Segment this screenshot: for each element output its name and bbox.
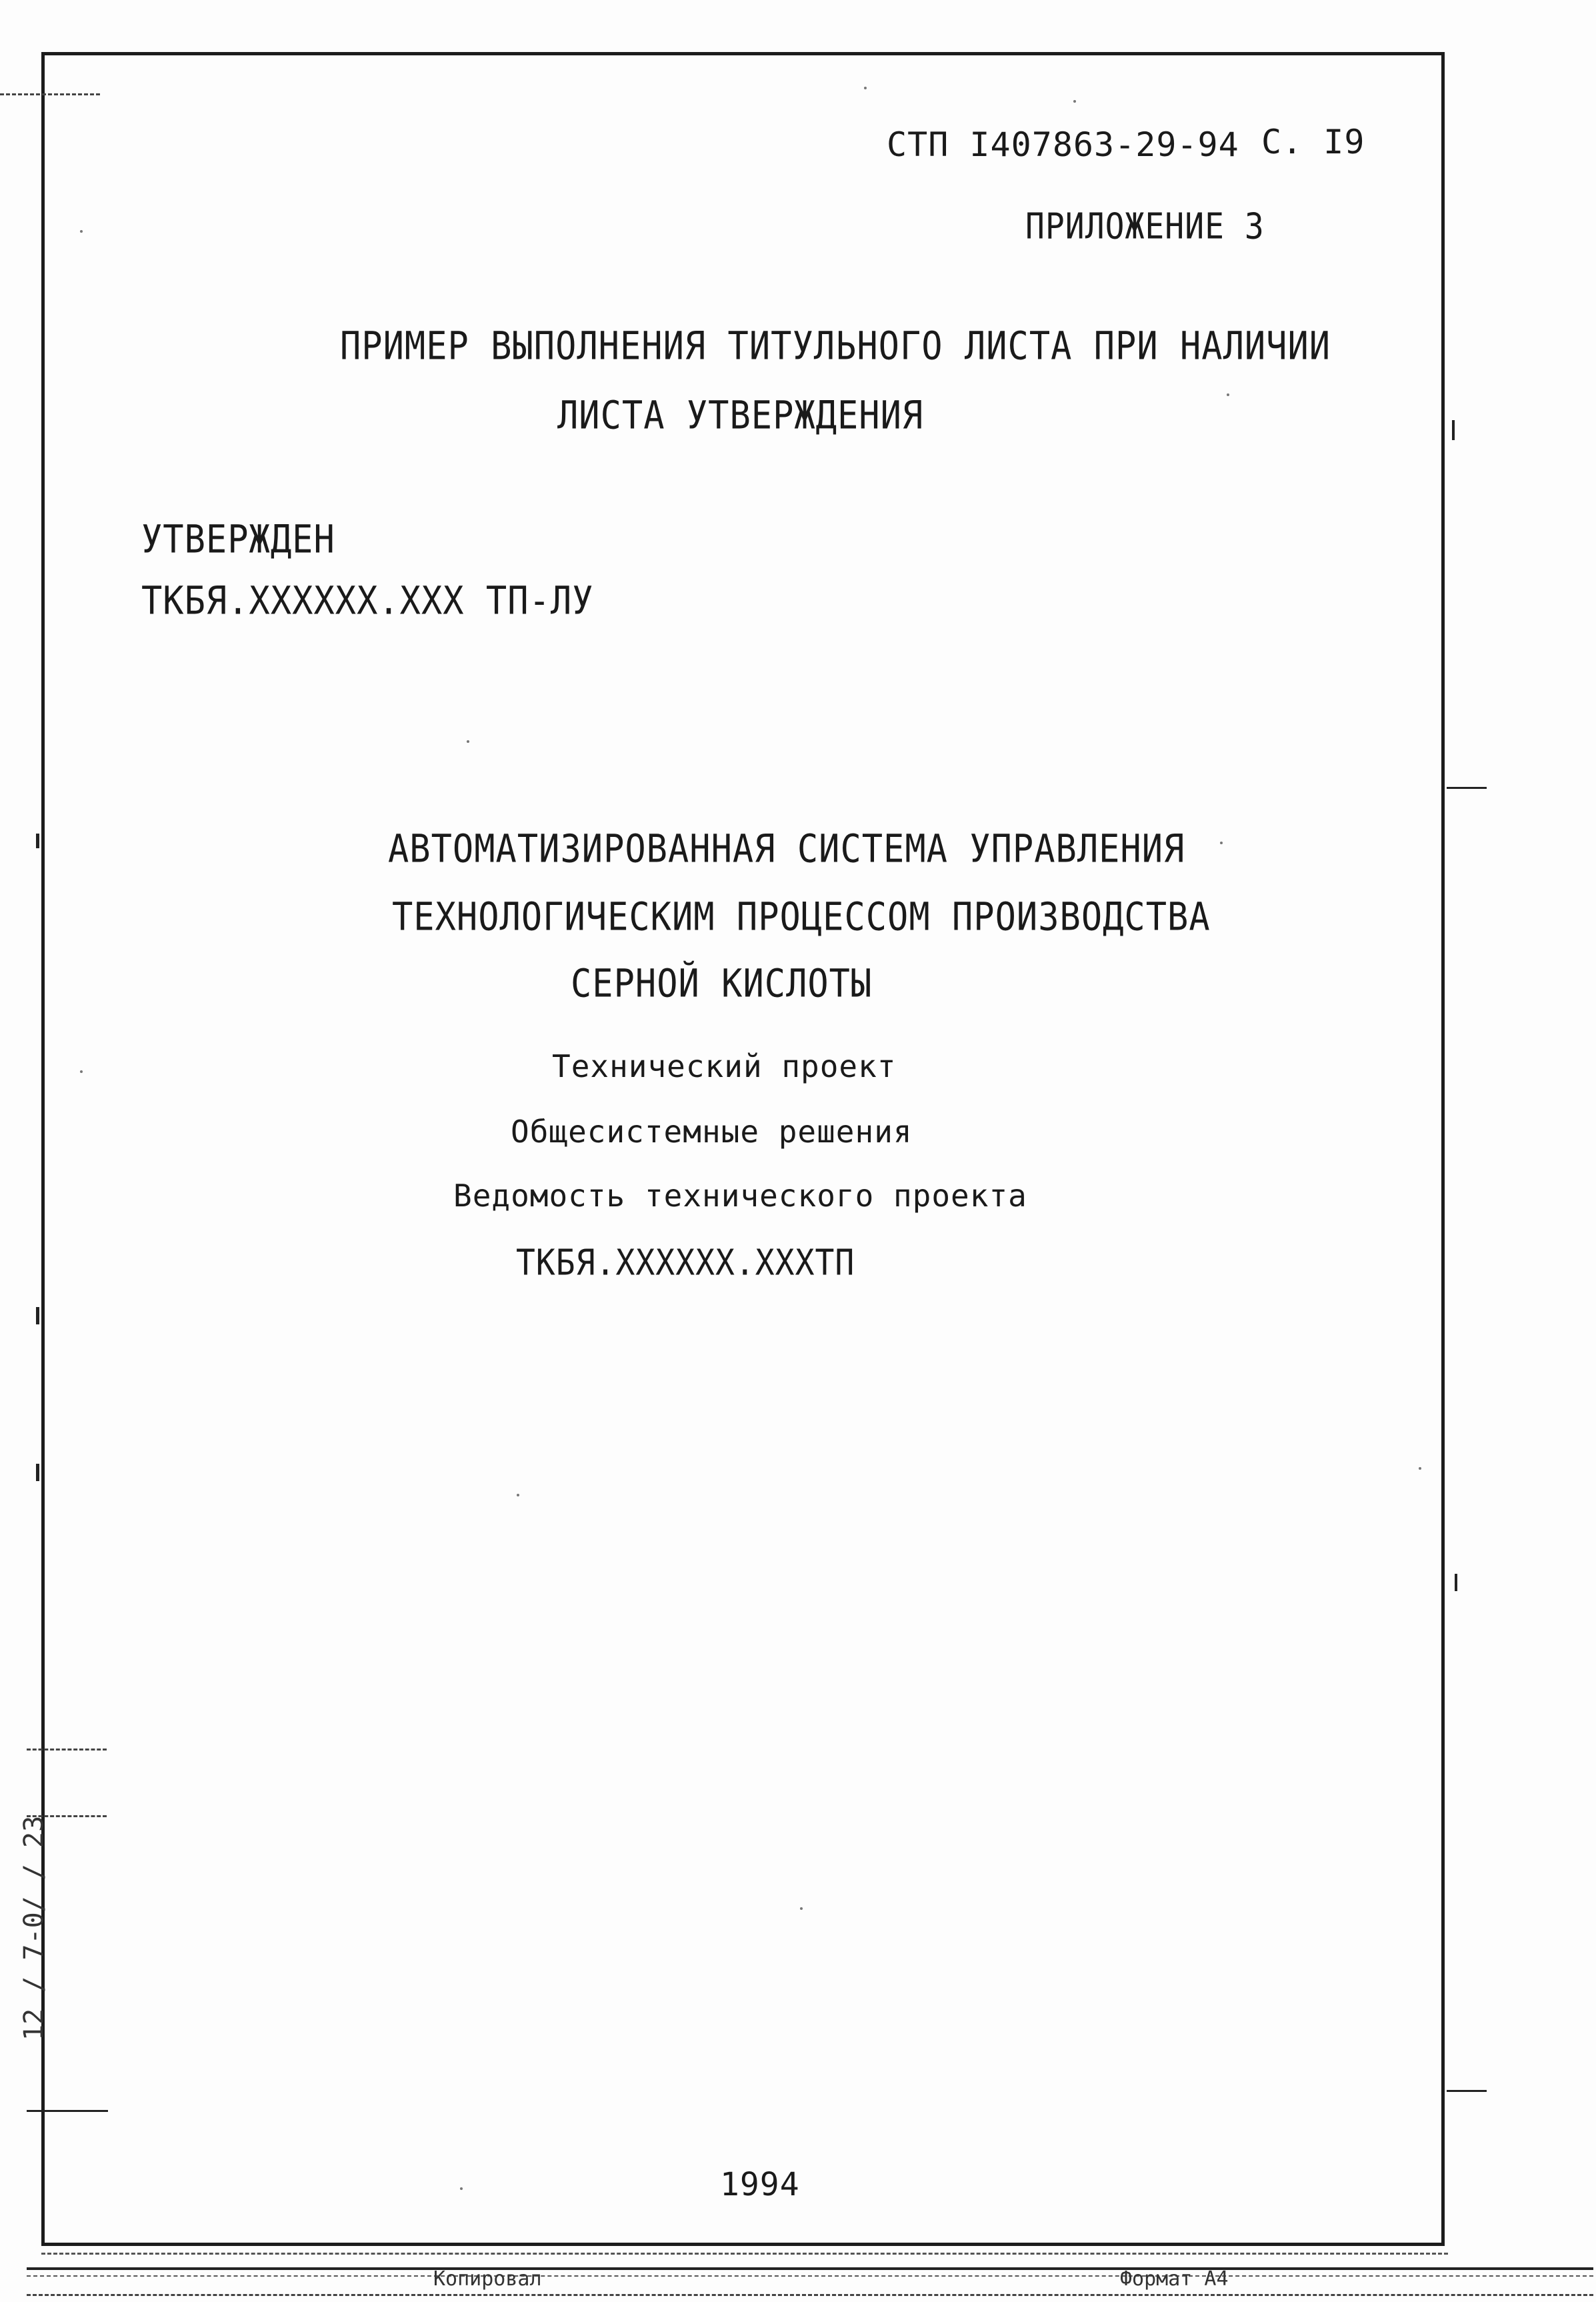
approval-code: ТКБЯ.ХХХХХХ.ХХХ ТП-ЛУ [141,579,594,624]
margin-tick [27,2110,108,2112]
margin-tick [1455,1574,1457,1591]
system-name-line-2: ТЕХНОЛОГИЧЕСКИМ ПРОЦЕССОМ ПРОИЗВОДСТВА [392,895,1211,940]
footer-rule [27,2267,1593,2270]
footer-format-label: Формат А4 [1120,2267,1229,2291]
margin-tick [27,1749,107,1751]
document-name: Ведомость технического проекта [453,1178,1027,1214]
appendix-label: ПРИЛОЖЕНИЕ 3 [1025,205,1265,247]
margin-tick [1452,420,1455,440]
margin-tick [0,93,100,95]
footer-rule [27,2275,1593,2277]
footer-rule [27,2294,1593,2296]
system-name-line-1: АВТОМАТИЗИРОВАННАЯ СИСТЕМА УПРАВЛЕНИЯ [388,827,1185,872]
system-name-line-3: СЕРНОЙ КИСЛОТЫ [571,962,873,1007]
margin-tick [1447,787,1487,789]
footer-copied-label: Копировал [433,2267,542,2291]
document-code: СТП І407863-29-94 [887,125,1239,164]
page-title-line-2: ЛИСТА УТВЕРЖДЕНИЯ [557,393,924,439]
margin-tick [1447,2090,1487,2092]
margin-tick [36,1464,39,1481]
project-section: Общесистемные решения [511,1114,913,1150]
margin-tick [36,1307,39,1324]
margin-handwritten-note: 12 / 7-0/ / 23 [19,1815,49,2041]
approval-label: УТВЕРЖДЕН [141,517,335,563]
page-title-line-1: ПРИМЕР ВЫПОЛНЕНИЯ ТИТУЛЬНОГО ЛИСТА ПРИ НАЛИЧИИ [340,324,1331,369]
frame-bottom-dashed-line [41,2253,1448,2255]
page-number: С. І9 [1261,123,1365,161]
year: 1994 [720,2166,800,2203]
project-stage: Технический проект [552,1048,897,1084]
margin-tick [36,834,39,848]
document-code-main: ТКБЯ.ХХХХХХ.ХХХТП [516,1242,855,1284]
